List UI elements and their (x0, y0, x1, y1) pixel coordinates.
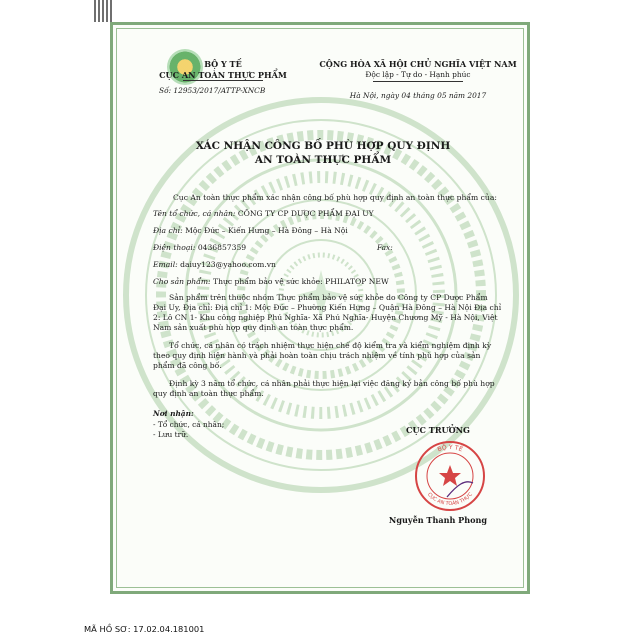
organization-row (153, 209, 503, 219)
fax-label: Fax: (377, 243, 393, 252)
email-label: Email: (153, 260, 178, 269)
document-number: Số: 12953/2017/ATTP-XNCB (159, 86, 266, 95)
address-value: Mộc Đức – Kiến Hưng – Hà Đông – Hà Nội (185, 226, 348, 235)
phone-row (153, 243, 503, 253)
country-name: CỘNG HÒA XÃ HỘI CHỦ NGHĨA VIỆT NAM (319, 59, 517, 69)
svg-text:BỘ Y TẾ (437, 444, 464, 454)
national-motto: Độc lập - Tự do - Hạnh phúc (365, 70, 471, 79)
product-value: Thực phẩm bảo vệ sức khỏe: PHILATOP NEW (213, 277, 389, 286)
stamp-star-icon (439, 465, 461, 486)
stamp-bottom-text: CỤC AN TOÀN THỰC (426, 491, 474, 508)
header-left-underline (183, 80, 263, 81)
address-row (153, 226, 503, 236)
paragraph-1: Sản phẩm trên thuộc nhóm Thực phẩm bảo vệ sức khỏe do Công ty CP Dược Phẩm Đại Uy, Địa chỉ: Địa chỉ 1: Mộc Đức – Phường Kiến Hưng – Quận Hà Đông – Hà Nội Địa chỉ 2: Lô CN 1- Khu công nghiệp Phú Nghĩa- Xã Phú Nghĩa- Huyện Chương Mỹ - Hà Nội, Việt Nam sản xuất phù hợp quy định an toàn thực phẩm. (153, 293, 502, 332)
official-stamp (413, 439, 487, 513)
department-name: CỤC AN TOÀN THỰC PHẨM (159, 70, 287, 80)
signatory-title: CỤC TRƯỞNG (406, 425, 470, 435)
certificate-document (110, 22, 530, 594)
phone-label: Điện thoại: (153, 243, 196, 252)
paragraph-2: Tổ chức, cá nhân có trách nhiệm thực hiện chế độ kiểm tra và kiểm nghiệm định kỳ theo quy định hiện hành và phải hoàn toàn chịu trách nhiệm về tính phù hợp của sản phẩm đã công bố. (153, 341, 492, 370)
product-row (153, 277, 503, 287)
qr-code (94, 0, 112, 22)
recipient-item: - Tổ chức, cá nhân; (153, 420, 225, 429)
issue-date: Hà Nội, ngày 04 tháng 05 năm 2017 (349, 91, 487, 100)
product-label: Cho sản phẩm: (153, 277, 211, 286)
dossier-code: MÃ HỒ SƠ: 17.02.04.181001 (84, 624, 205, 634)
stamp-top-text: BỘ Y TẾ (436, 443, 464, 454)
recipients-heading: Nơi nhận: (153, 409, 194, 418)
paragraph-3: Định kỳ 3 năm tổ chức, cá nhân phải thực hiện lại việc đăng ký bản công bố phù hợp quy định an toàn thực phẩm. (153, 379, 495, 398)
organization-label: Tên tổ chức, cá nhân: (153, 209, 236, 218)
email-row (153, 260, 503, 270)
email-value: daiuy123@yahoo.com.vn (180, 260, 276, 269)
phone-value: 0436857359 (197, 243, 247, 252)
ministry-name: BỘ Y TẾ (204, 59, 242, 69)
address-label: Địa chỉ: (153, 226, 183, 235)
recipient-item: - Lưu trữ. (153, 430, 189, 439)
header-right-underline (373, 81, 463, 82)
intro-text: Cục An toàn thực phẩm xác nhận công bố phù hợp quy định an toàn thực phẩm của: (173, 193, 497, 202)
organization-value: CÔNG TY CP DƯỢC PHẨM ĐẠI UY (237, 209, 374, 218)
document-title-line-2: AN TOÀN THỰC PHẨM (254, 154, 392, 166)
signatory-name: Nguyễn Thanh Phong (388, 515, 488, 525)
document-title-line-1: XÁC NHẬN CÔNG BỐ PHÙ HỢP QUY ĐỊNH (195, 140, 451, 152)
